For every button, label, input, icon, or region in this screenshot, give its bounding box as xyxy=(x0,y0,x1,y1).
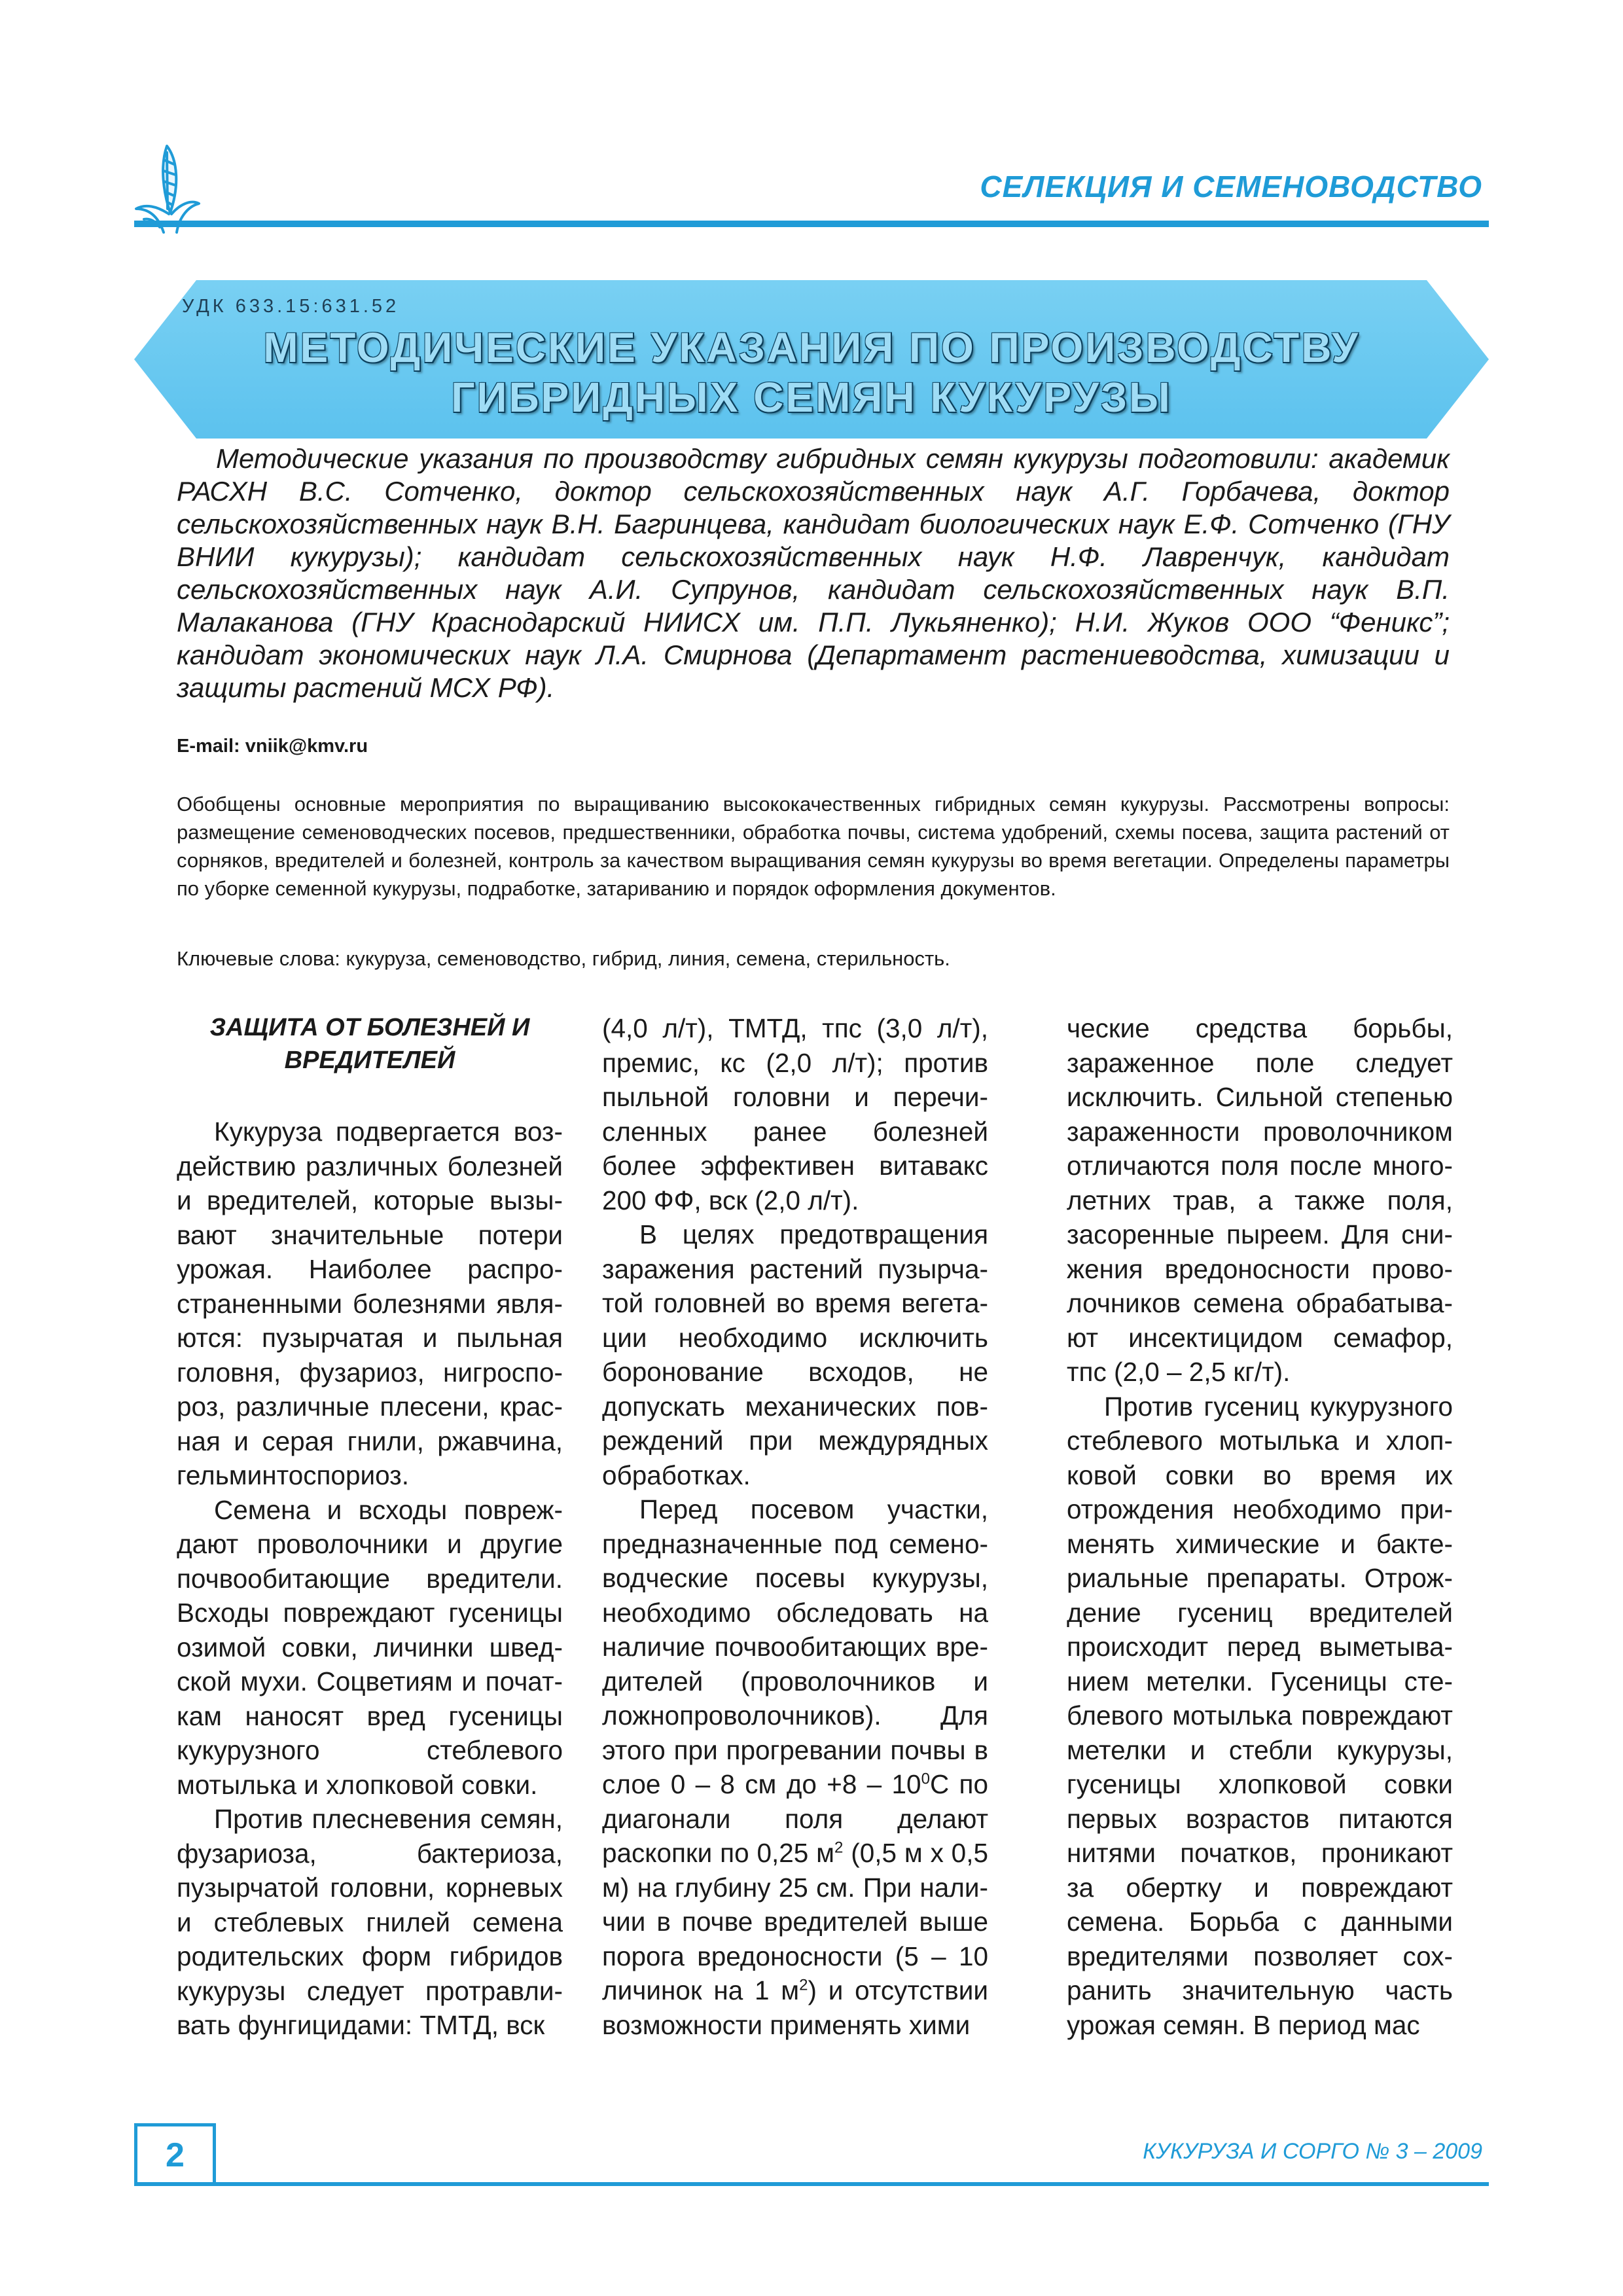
article-title xyxy=(134,323,1489,422)
superscript: 2 xyxy=(834,1839,844,1857)
degree-superscript: 0 xyxy=(921,1770,930,1788)
authors-paragraph: Методические указания по производству гибридных семян кукурузы подготовили: академик РАСХН В.С. Сотченко, доктор сельскохозяйственных наук А.Г. Горбачева, доктор сельскохозяйственных наук В.Н. Багринцева, кандидат биологических наук Е.Ф. Сотченко (ГНУ ВНИИ кукурузы); кандидат сельскохозяйственных наук Н.Ф. Лавренчук, кандидат сельскохозяйственных наук А.И. Супрунов, кандидат сельскохозяйственных наук В.П. Малаканова (ГНУ Краснодарский НИИСХ им. П.П. Лукьяненко); Н.И. Жуков ООО “Феникс”; кандидат экономических наук Л.А. Смирнова (Департамент растениеводства, химизации и защиты растений МСХ РФ). xyxy=(177,443,1450,703)
paragraph: В целях предотвращения заражения растений пузырчатой головней во время вегетации необходимо исключить боронование всходов, не допускать механических повреждений при междурядных обработках. xyxy=(602,1219,988,1490)
text-run: С по диагонали поля делают раскопки по 0,25 м xyxy=(602,1769,988,1868)
udk-code: УДК 633.15:631.52 xyxy=(182,296,400,317)
paragraph xyxy=(602,1492,988,2042)
paragraph: Кукуруза подвергается воздействию различных болезней и вредителей, которые вызывают значительные потери урожая. Наиболее распространенными болезнями являются: пузырчатая и пыльная головня, фузариоз, нигроспороз, различные плесени, красная и серая гнили, ржавчина, гельминтоспориоз. xyxy=(177,1117,563,1490)
article-title-line-2: ГИБРИДНЫХ СЕМЯН КУКУРУЗЫ xyxy=(451,374,1172,421)
paragraph: Семена и всходы повреждают проволочники и другие почвообитающие вредители. Всходы повреждают гусеницы озимой совки, личинки шведской мухи. Соцветиям и початкам наносят вред гусеницы кукурузного стеблевого мотылька и хлопковой совки. xyxy=(177,1494,563,1800)
header-rule xyxy=(134,221,1489,227)
article-title-line-1: МЕТОДИЧЕСКИЕ УКАЗАНИЯ ПО ПРОИЗВОДСТВУ xyxy=(263,324,1360,371)
paragraph: ческие средства борьбы, зараженное поле следует исключить. Сильной степенью зараженности проволочником отличаются поля после многолетних трав, а также поля, засоренные пыреем. Для снижения вредоносности проволочников семена обрабатывают инсектицидом семафор, тпс (2,0 – 2,5 кг/т). xyxy=(1067,1013,1453,1387)
superscript: 2 xyxy=(799,1976,808,1994)
body-column-1 xyxy=(177,1011,563,2055)
paragraph: Против плесневения семян, фузариоза, бактериоза, пузырчатой головни, корневых и стеблевых гнилей семена родительских форм гибридов кукурузы следует протравливать фунгицидами: ТМТД, вск xyxy=(177,1804,563,2040)
keywords: Ключевые слова: кукуруза, семеноводство, гибрид, линия, семена, стерильность. xyxy=(177,947,950,970)
footer-rule xyxy=(134,2182,1489,2186)
text-run: (0,5 м х 0,5 м) на глубину 25 см. При наличии в почве вредителей выше порога вредоносности (5 – 10 личинок на 1 м xyxy=(602,1838,988,2005)
email-line: E-mail: vniik@kmv.ru xyxy=(177,736,368,757)
section-subheading: ЗАЩИТА ОТ БОЛЕЗНЕЙ И ВРЕДИТЕЛЕЙ xyxy=(209,1014,530,1074)
text-run: Перед посевом участки, предназначенные под семеноводческие посевы кукурузы, необходимо обследовать на наличие почвообитающих вредителей (проволочников и ложнопроволочников). Для этого при прогревании почвы в слое 0 – 8 см до +8 – 10 xyxy=(602,1494,988,1799)
page-number: 2 xyxy=(134,2123,216,2183)
paragraph: (4,0 л/т), ТМТД, тпс (3,0 л/т), премис, кс (2,0 л/т); против пыльной головни и перечисленных ранее болезней более эффективен витавакс 200 ФФ, вск (2,0 л/т). xyxy=(602,1013,988,1215)
text-run: ) и отсутствии возможности применять хими xyxy=(602,1975,988,2040)
paragraph: Против гусениц кукурузного стеблевого мотылька и хлопковой совки во время их отрождения необходимо применять химические и бактериальные препараты. Отрождение гусениц вредителей происходит перед выметыванием метелки. Гусеницы стеблевого мотылька повреждают метелки и стебли кукурузы, гусеницы хлопковой совки первых возрастов питаются нитями початков, проникают за обертку и повреждают семена. Борьба с данными вредителями позволяет сохранить значительную часть урожая семян. В период мас xyxy=(1067,1391,1453,2040)
body-column-3 xyxy=(1067,1011,1453,2055)
section-title: СЕЛЕКЦИЯ И СЕМЕНОВОДСТВО xyxy=(980,170,1482,204)
journal-issue: КУКУРУЗА И СОРГО № 3 – 2009 xyxy=(1143,2139,1482,2164)
abstract: Обобщены основные мероприятия по выращиванию высококачественных гибридных семян кукурузы. Рассмотрены вопросы: размещение семеноводческих посевов, предшественники, обработка почвы, система удобрений, схемы посева, защита растений от сорняков, вредителей и болезней, контроль за качеством выращивания семян кукурузы во время вегетации. Определены параметры по уборке семенной кукурузы, подработке, затариванию и порядок оформления документов. xyxy=(177,793,1450,900)
body-column-2 xyxy=(602,1011,988,2055)
